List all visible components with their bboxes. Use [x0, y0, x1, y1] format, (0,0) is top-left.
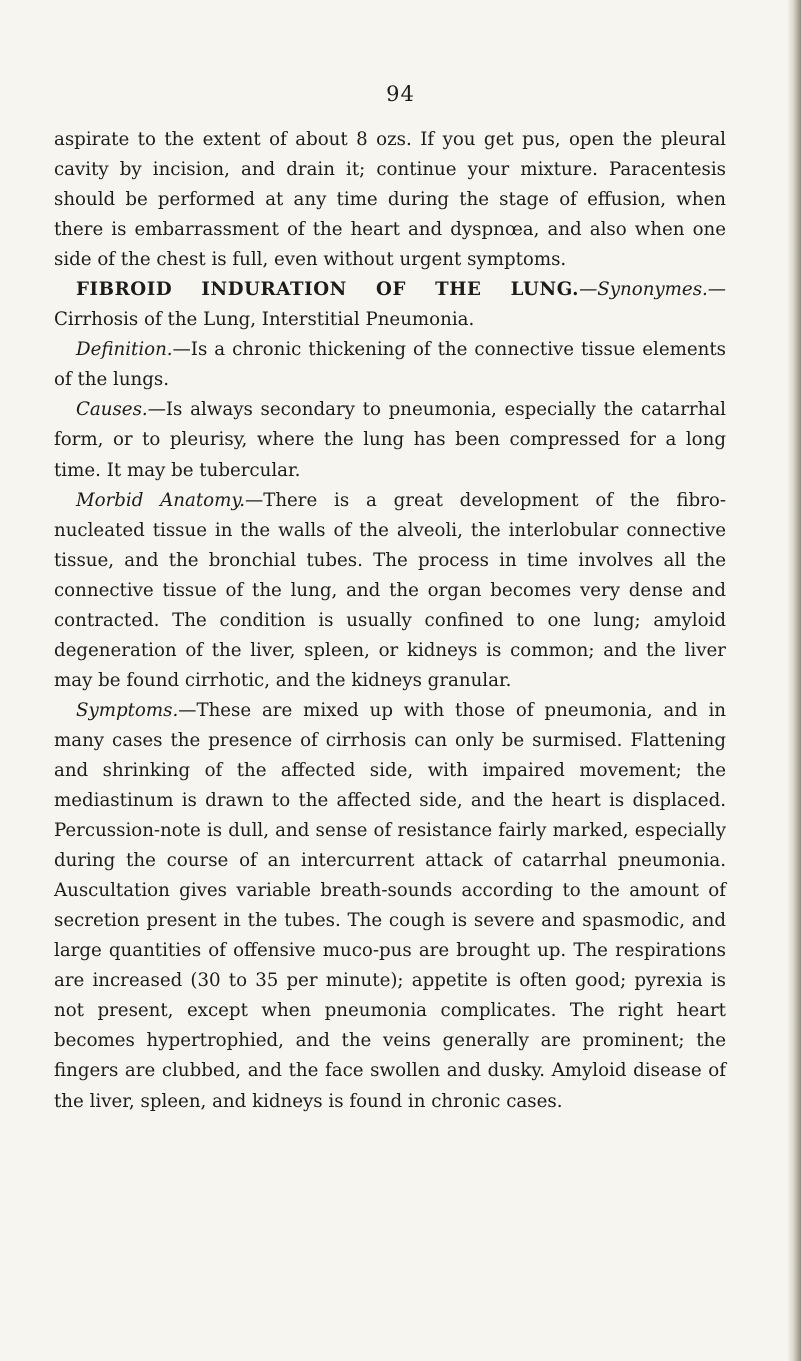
subheading-definition: Definition.	[76, 339, 173, 361]
paragraph-morbid-anatomy	[54, 486, 726, 696]
causes-text: —Is always secondary to pneumonia, especially the catarrhal form, or to pleurisy, where the lung has been compressed for a long time. It may be tubercular.	[54, 399, 726, 481]
subheading-synonymes: —Synonymes.—	[579, 279, 726, 301]
definition-text: —Is a chronic thickening of the connective tissue elements of the lungs.	[54, 339, 726, 391]
paragraph-fibroid-induration	[54, 275, 726, 335]
synonymes-text: Cirrhosis of the Lung, Interstitial Pneumonia.	[54, 309, 475, 331]
page-number: 94	[386, 82, 415, 106]
paragraph-definition	[54, 335, 726, 395]
paragraph-symptoms	[54, 696, 726, 1117]
body-text	[54, 125, 726, 1117]
paragraph-pleurisy-treatment: aspirate to the extent of about 8 ozs. If you get pus, open the pleural cavity by incision, and drain it; continue your mixture. Paracentesis should be performed at any time during the stage of effusion, when there is embarrassment of the heart and dyspnœa, and also when one side of the chest is full, even without urgent symptoms.	[54, 129, 726, 271]
section-heading-fibroid-induration: FIBROID INDURATION OF THE LUNG.	[76, 279, 580, 301]
subheading-causes: Causes.	[76, 399, 148, 421]
morbid-anatomy-text: —There is a great development of the fibro-nucleated tissue in the walls of the alveoli, the interlobular connective tissue, and the bronchial tubes. The process in time involves all the connective tissue of the lung, and the organ becomes very dense and contracted. The condition is usually confined to one lung; amyloid degeneration of the liver, spleen, or kidneys is common; and the liver may be found cirrhotic, and the kidneys granular.	[54, 489, 726, 691]
page-edge-shadow	[787, 0, 801, 1361]
subheading-symptoms: Symptoms.	[76, 699, 179, 721]
paragraph-causes	[54, 395, 726, 485]
subheading-morbid-anatomy: Morbid Anatomy.	[76, 489, 245, 511]
symptoms-text: —These are mixed up with those of pneumonia, and in many cases the presence of cirrhosis can only be surmised. Flattening and shrinking of the affected side, with impaired movement; the mediastinum is drawn to the affected side, and the heart is displaced. Percussion-note is dull, and sense of resistance fairly marked, especially during the course of an intercurrent attack of catarrhal pneumonia. Auscultation gives variable breath-sounds according to the amount of secretion present in the tubes. The cough is severe and spasmodic, and large quantities of offensive muco-pus are brought up. The respirations are increased (30 to 35 per minute); appetite is often good; pyrexia is not present, except when pneumonia complicates. The right heart becomes hypertrophied, and the veins generally are prominent; the fingers are clubbed, and the face swollen and dusky. Amyloid disease of the liver, spleen, and kidneys is found in chronic cases.	[54, 699, 726, 1112]
